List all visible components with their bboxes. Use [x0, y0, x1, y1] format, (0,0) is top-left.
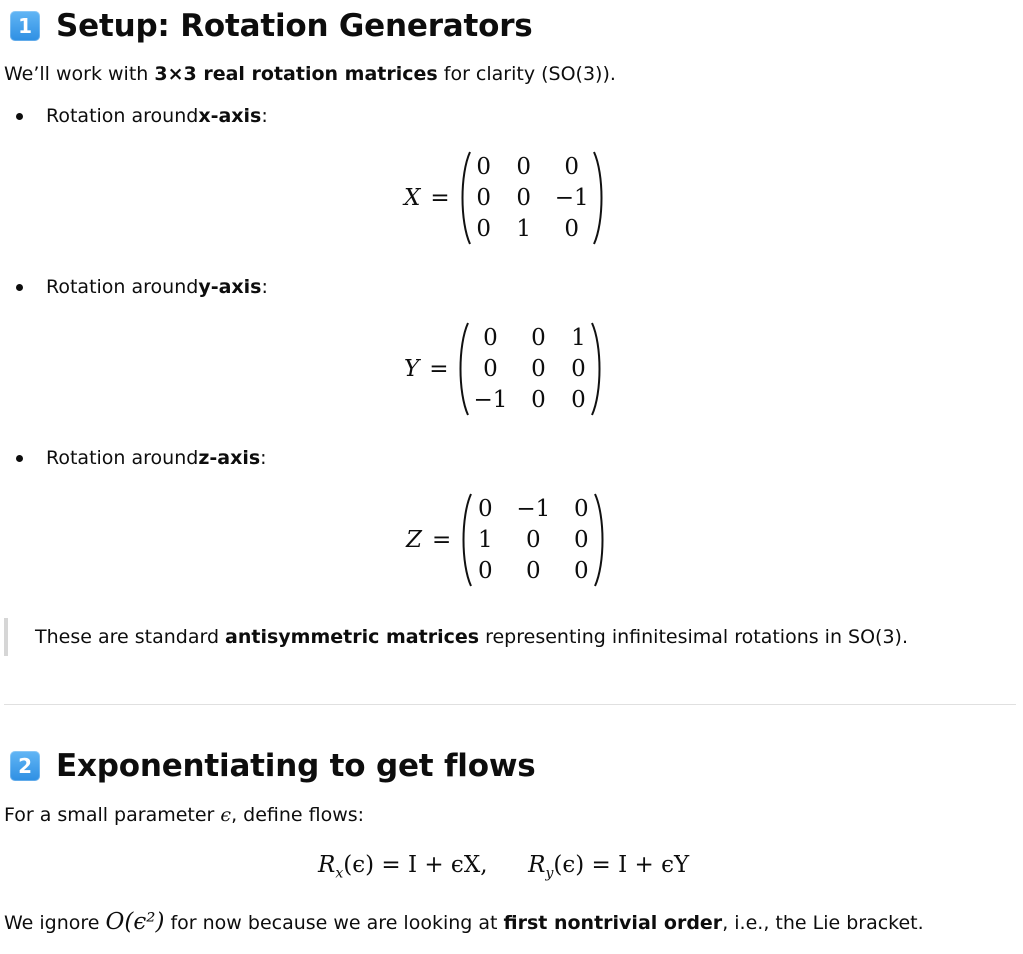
flow-ry-symbol: R: [528, 852, 546, 878]
bullet-dot-icon: [16, 284, 23, 291]
matrix-cell: 0: [571, 386, 586, 413]
matrix-y-grid: [470, 325, 590, 414]
right-paren-icon: [593, 492, 607, 588]
keycap-number-icon: 2: [10, 751, 40, 781]
matrix-cell: 1: [571, 324, 586, 351]
section-1-title: Setup: Rotation Generators: [56, 8, 533, 44]
matrix-symbol: X: [404, 185, 421, 211]
bullet-y-axis: [16, 275, 268, 299]
quote-text-suffix: representing infinitesimal rotations in SO(3).: [479, 626, 909, 648]
matrix-cell: 0: [477, 557, 493, 584]
matrix-cell: 0: [531, 355, 546, 382]
matrix-cell: 0: [531, 324, 546, 351]
matrix-cell: 0: [525, 557, 541, 584]
matrix-cell: −1: [554, 184, 589, 211]
intro-text-suffix: for clarity (SO(3)).: [437, 63, 616, 85]
right-paren-icon: [592, 150, 606, 246]
quote-text: These are standard: [35, 626, 226, 648]
bullet-x-axis: [16, 104, 268, 128]
section-2-note: [4, 910, 924, 935]
matrix-cell: 0: [525, 526, 541, 553]
flow-rx-subscript: x: [335, 865, 344, 882]
section-2-heading: [10, 748, 536, 784]
flow-rx-symbol: R: [318, 852, 336, 878]
bullet-z-axis: [16, 446, 267, 470]
matrix-cell: 0: [571, 355, 586, 382]
matrix-x-grid: [472, 154, 592, 243]
note-text-middle: for now because we are looking at: [164, 912, 504, 934]
intro-text: We’ll work with: [4, 63, 155, 85]
matrix-cell: 0: [483, 324, 498, 351]
matrix-cell: 1: [516, 215, 531, 242]
quote-bold-text: antisymmetric matrices: [225, 626, 480, 648]
bullet-dot-icon: [16, 113, 23, 120]
section-2-title: Exponentiating to get flows: [56, 748, 536, 784]
intro-bold-text: 3×3 real rotation matrices: [154, 63, 438, 85]
blockquote: [4, 618, 908, 656]
bullet-bold-text: y-axis: [198, 276, 262, 298]
matrix-cell: 0: [573, 526, 589, 553]
matrix-cell: 0: [476, 215, 491, 242]
matrix-cell: 0: [573, 557, 589, 584]
bullet-text: Rotation around: [46, 447, 199, 469]
matrix-cell: 0: [477, 495, 493, 522]
matrix-cell: 0: [516, 184, 531, 211]
bullet-suffix: :: [260, 447, 267, 469]
flow-ry-expression: (ϵ) = I + ϵY: [553, 852, 690, 878]
note-text-suffix: , i.e., the Lie bracket.: [722, 912, 924, 934]
matrix-symbol: Z: [406, 527, 422, 553]
bullet-suffix: :: [261, 276, 268, 298]
section-1-heading: [10, 8, 533, 44]
matrix-cell: 1: [477, 526, 493, 553]
section-divider: [4, 704, 1016, 705]
matrix-cell: 0: [564, 153, 579, 180]
section-2-intro: [4, 803, 364, 827]
bullet-text: Rotation around: [46, 105, 199, 127]
matrix-cell: 0: [531, 386, 546, 413]
matrix-cell: 0: [516, 153, 531, 180]
matrix-z-grid: [473, 496, 593, 585]
left-paren-icon: [458, 150, 472, 246]
bullet-suffix: :: [261, 105, 268, 127]
flow-equation: [318, 852, 689, 882]
matrix-cell: −1: [473, 386, 508, 413]
matrix-z-equation: [406, 492, 607, 588]
matrix-cell: 0: [573, 495, 589, 522]
bullet-text: Rotation around: [46, 276, 199, 298]
intro-text: For a small parameter: [4, 804, 221, 826]
big-o-expression: O(ϵ²): [105, 909, 165, 935]
flow-rx-expression: (ϵ) = I + ϵX,: [343, 852, 488, 878]
note-text: We ignore: [4, 912, 106, 934]
equals-sign: =: [429, 356, 449, 382]
matrix-symbol: Y: [404, 356, 420, 382]
bullet-dot-icon: [16, 455, 23, 462]
section-1-intro: [4, 62, 616, 86]
matrix-y-equation: [404, 321, 604, 417]
flow-ry-subscript: y: [545, 865, 554, 882]
bullet-bold-text: z-axis: [198, 447, 261, 469]
matrix-cell: 0: [483, 355, 498, 382]
left-paren-icon: [456, 321, 470, 417]
matrix-cell: 0: [476, 153, 491, 180]
equals-sign: =: [431, 527, 452, 553]
matrix-cell: 0: [564, 215, 579, 242]
epsilon-symbol: ϵ: [220, 804, 232, 826]
left-paren-icon: [459, 492, 473, 588]
bullet-bold-text: x-axis: [198, 105, 262, 127]
matrix-cell: 0: [476, 184, 491, 211]
right-paren-icon: [590, 321, 604, 417]
keycap-number-icon: 1: [10, 11, 40, 41]
intro-text-suffix: , define flows:: [231, 804, 365, 826]
note-bold-text: first nontrivial order: [503, 912, 723, 934]
matrix-x-equation: [404, 150, 606, 246]
matrix-cell: −1: [516, 495, 551, 522]
equals-sign: =: [430, 185, 450, 211]
